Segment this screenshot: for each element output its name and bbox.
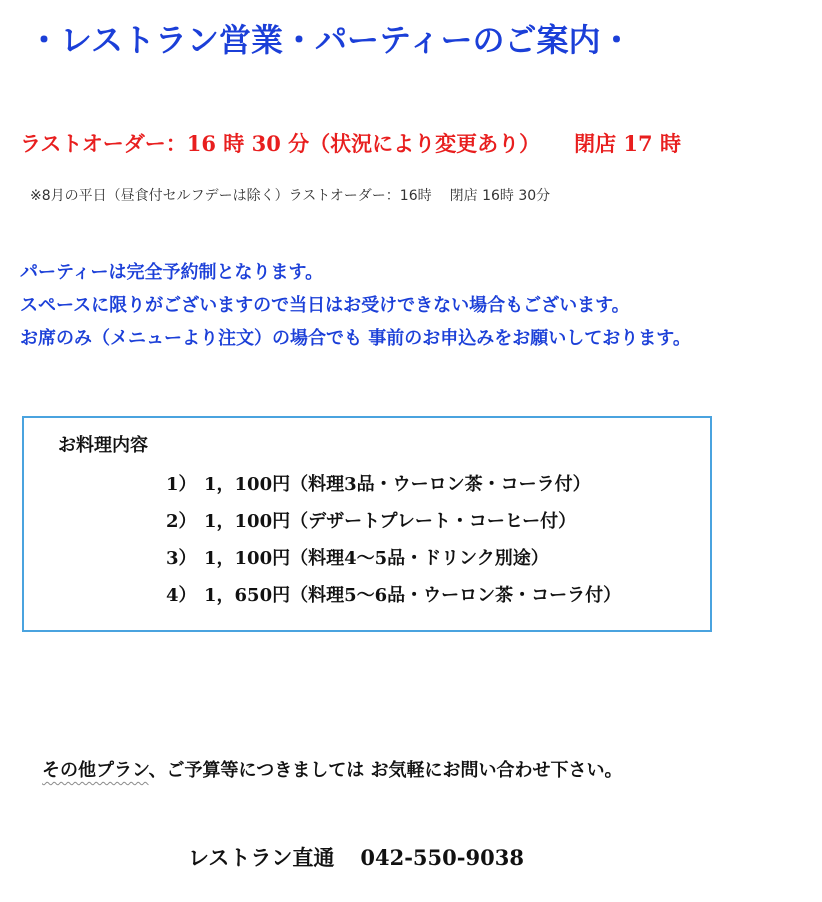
contact-label: レストラン直通 xyxy=(188,845,335,870)
contact-line xyxy=(188,842,524,874)
menu-item xyxy=(166,503,621,540)
menu-item-text: 1，100円（料理3品・ウーロン茶・コーラ付） xyxy=(204,474,591,495)
closing-time-text: 閉店 17 時 xyxy=(574,131,681,156)
other-plans-note xyxy=(42,756,622,786)
menu-item-text: 1，100円（デザートプレート・コーヒー付） xyxy=(204,511,577,532)
menu-item-number: 2） xyxy=(166,511,197,532)
menu-item xyxy=(166,540,621,577)
menu-box xyxy=(22,416,712,632)
menu-item-number: 1） xyxy=(166,474,197,495)
menu-item-number: 4） xyxy=(166,585,197,606)
august-closing: 閉店 16時 30分 xyxy=(449,188,551,204)
menu-item-text: 1，650円（料理5～6品・ウーロン茶・コーラ付） xyxy=(204,585,622,606)
party-info-line: パーティーは完全予約制となります。 xyxy=(20,262,324,283)
party-info-line: スペースに限りがございますので当日はお受けできない場合もございます。 xyxy=(20,295,630,316)
other-plans-lead: その他プラン xyxy=(42,760,149,781)
party-info-line: お席のみ（メニューより注文）の場合でも 事前のお申込みをお願いしております。 xyxy=(20,328,691,349)
other-plans-rest: 、ご予算等につきましては お気軽にお問い合わせ下さい。 xyxy=(148,760,623,781)
august-note xyxy=(30,184,550,208)
menu-item-number: 3） xyxy=(166,548,197,569)
page-title: ・レストラン営業・パーティーのご案内・ xyxy=(28,21,633,59)
menu-heading: お料理内容 xyxy=(58,435,148,456)
business-hours xyxy=(20,128,681,160)
august-last-order: ※8月の平日（昼食付セルフデーは除く）ラストオーダー：16時 xyxy=(30,188,432,204)
phone-number: 042-550-9038 xyxy=(360,845,524,870)
menu-list xyxy=(166,466,621,614)
menu-item-text: 1，100円（料理4～5品・ドリンク別途） xyxy=(204,548,549,569)
party-info xyxy=(20,256,691,355)
menu-item xyxy=(166,466,621,503)
menu-item xyxy=(166,577,621,614)
last-order-text: ラストオーダー：16 時 30 分（状況により変更あり） xyxy=(20,131,541,156)
